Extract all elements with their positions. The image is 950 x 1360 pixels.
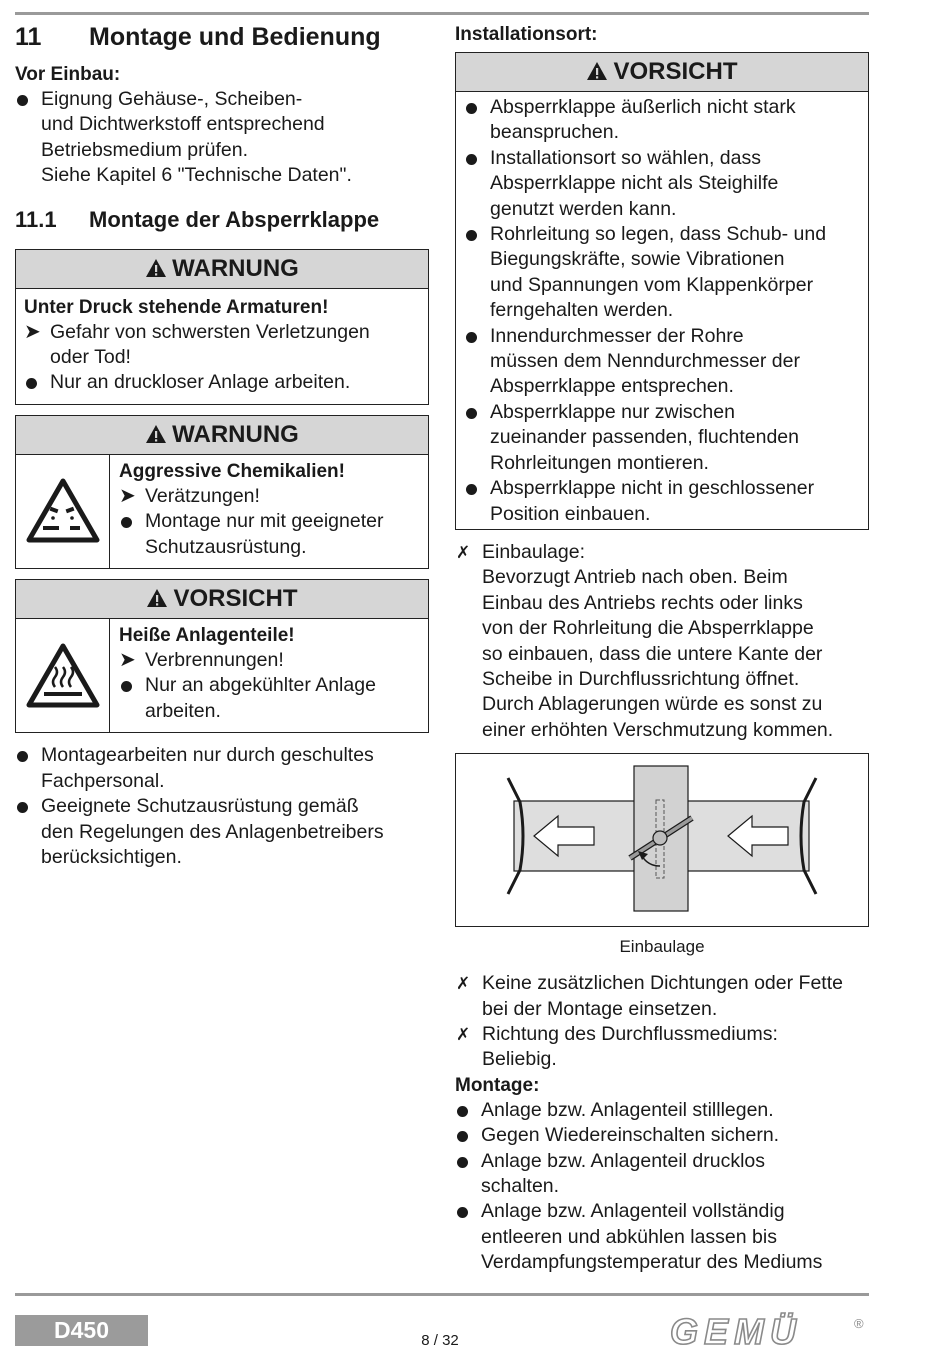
- caution-header: [456, 53, 868, 92]
- caution-body: [456, 92, 868, 529]
- figure-caption: Einbaulage: [619, 937, 705, 957]
- bullet-icon: [455, 1098, 481, 1123]
- before-install-text: Eignung Gehäuse-, Scheiben- und Dichtwerkstoff entsprechend Betriebsmedium prüfen. Siehe Kapitel 6 "Technische Daten".: [41, 88, 352, 187]
- gemu-logo-mark: [668, 1312, 868, 1352]
- list-item: [455, 1098, 869, 1123]
- cross-icon: ✗: [456, 1024, 471, 1044]
- montage-item: Anlage bzw. Anlagenteil drucklos schalten.: [481, 1149, 766, 1197]
- einbaulage-text: Einbaulage: Bevorzugt Antrieb nach oben. Beim Einbau des Antriebs rechts oder links von der Rohrleitung die Absperrklappe so einbauen, dass die untere Kante der Scheibe in Durchflussrichtung öffnet. Durch Ablagerungen würde es sonst zu einer erhöhten Verschmutzung kommen.: [482, 540, 834, 741]
- bullet-icon: [455, 1123, 481, 1148]
- list-item: [464, 324, 860, 400]
- cross-icon: ✗: [456, 542, 471, 562]
- warning-title: Aggressive Chemikalien!: [119, 460, 345, 482]
- chapter-title: Montage und Bedienung: [89, 23, 381, 51]
- bullet-icon: [464, 324, 490, 400]
- caution-action: Nur an abgekühlter Anlage arbeiten.: [145, 674, 376, 722]
- bullet-icon: [15, 87, 41, 189]
- list-item: [119, 509, 420, 560]
- warning-title: Unter Druck stehende Armaturen!: [24, 296, 329, 318]
- list-item: [455, 1022, 869, 1073]
- bullet-icon: [119, 673, 145, 724]
- registered-mark: ®: [854, 1316, 864, 1331]
- caution-box-install: [455, 52, 869, 530]
- warning-triangle-icon: [146, 588, 168, 608]
- product-badge: D450: [15, 1315, 148, 1346]
- warning-action: Nur an druckloser Anlage arbeiten.: [50, 371, 351, 394]
- bullet-text: Montagearbeiten nur durch geschultes Fachpersonal.: [41, 744, 374, 792]
- top-rule: [15, 12, 869, 15]
- montage-title: Montage:: [455, 1074, 540, 1096]
- warning-consequence: Verätzungen!: [145, 484, 260, 507]
- warning-triangle-icon: [145, 258, 167, 278]
- caution-title: Heiße Anlagenteile!: [119, 625, 295, 647]
- warning-box-pressure: [15, 249, 429, 405]
- caution-body: [110, 619, 428, 732]
- installation-figure: [455, 753, 869, 927]
- icon-cell: [16, 455, 110, 568]
- footer-rule: [15, 1293, 869, 1296]
- montage-item: Gegen Wiedereinschalten sichern.: [481, 1124, 780, 1147]
- caution-header-label: VORSICHT: [613, 58, 738, 85]
- bullet-icon: [464, 476, 490, 527]
- list-item: [464, 400, 860, 476]
- bullet-icon: [455, 1199, 481, 1275]
- warning-box-chemicals: [15, 415, 429, 569]
- list-item: [15, 87, 429, 189]
- caution-header: [16, 580, 428, 619]
- note-text: Keine zusätzlichen Dichtungen oder Fette bei der Montage einsetzen.: [482, 972, 843, 1020]
- list-item: [455, 1123, 869, 1148]
- warning-action: Montage nur mit geeigneter Schutzausrüstung.: [145, 510, 384, 558]
- section-title: Montage der Absperrklappe: [89, 206, 380, 232]
- right-column: [455, 22, 869, 1276]
- warning-body: [16, 289, 428, 404]
- bullet-icon: [464, 222, 490, 324]
- bullet-text: Geeignete Schutzausrüstung gemäß den Regelungen des Anlagenbetreibers berücksichtigen.: [41, 795, 384, 868]
- warning-body: [110, 455, 428, 568]
- caution-header-label: VORSICHT: [173, 585, 298, 613]
- left-column: [15, 22, 429, 870]
- montage-item: Anlage bzw. Anlagenteil vollständig entleeren und abkühlen lassen bis Verdampfungstemperatur des Mediums: [481, 1200, 823, 1274]
- caution-item: Absperrklappe äußerlich nicht stark beanspruchen.: [490, 96, 796, 144]
- list-item: [455, 1199, 869, 1275]
- bullet-icon: [455, 1149, 481, 1200]
- warning-header: [16, 416, 428, 455]
- list-item: [119, 648, 420, 673]
- list-item: [119, 673, 420, 724]
- list-item: [455, 971, 869, 1022]
- chapter-number: 11: [15, 23, 42, 51]
- cross-icon: ✗: [456, 974, 471, 994]
- chapter-heading: [15, 22, 429, 52]
- bullet-icon: [464, 95, 490, 146]
- list-item: [15, 743, 429, 794]
- caution-item: Installationsort so wählen, dass Absperrklappe nicht als Steighilfe genutzt werden kann.: [490, 146, 779, 220]
- list-item: [15, 794, 429, 870]
- hot-surface-icon: [26, 643, 100, 709]
- list-item: [119, 484, 420, 509]
- icon-cell: [16, 619, 110, 732]
- list-item: [24, 320, 420, 371]
- warning-consequence: Gefahr von schwersten Verletzungen oder Tod!: [50, 320, 370, 369]
- note-text: Richtung des Durchflussmediums: Beliebig.: [482, 1022, 778, 1071]
- list-item: [455, 1149, 869, 1200]
- list-item: [464, 146, 860, 222]
- list-item: [464, 476, 860, 527]
- caution-box-hot-parts: [15, 579, 429, 733]
- list-item: [24, 370, 420, 395]
- bullet-icon: [119, 509, 145, 560]
- list-item: [464, 222, 860, 324]
- page-number: 8 / 32: [421, 1332, 459, 1349]
- warning-triangle-icon: [586, 61, 608, 81]
- list-item: [464, 95, 860, 146]
- bullet-icon: [15, 794, 41, 870]
- install-location-title: Installationsort:: [455, 24, 598, 45]
- warning-header: [16, 250, 428, 289]
- caution-item: Rohrleitung so legen, dass Schub- und Biegungskräfte, sowie Vibrationen und Spannungen vom Klappenkörper ferngehalten werden.: [490, 223, 827, 322]
- butterfly-valve-diagram: [456, 754, 867, 924]
- caution-item: Absperrklappe nur zwischen zueinander passenden, fluchtenden Rohrleitungen montieren.: [490, 400, 799, 474]
- arrow-icon: ➤: [119, 484, 136, 507]
- caution-item: Absperrklappe nicht in geschlossener Position einbauen.: [490, 477, 815, 525]
- gemu-logo: [668, 1312, 868, 1357]
- warning-header-label: WARNUNG: [172, 254, 299, 282]
- bullet-icon: [464, 400, 490, 476]
- section-number: 11.1: [15, 206, 57, 232]
- list-item: [455, 540, 869, 743]
- warning-header-label: WARNUNG: [172, 420, 299, 448]
- logo-text: GEMÜ: [670, 1312, 802, 1352]
- bullet-icon: [24, 370, 50, 395]
- caution-consequence: Verbrennungen!: [145, 649, 284, 672]
- arrow-icon: ➤: [119, 649, 136, 672]
- arrow-icon: ➤: [24, 320, 41, 343]
- caution-item: Innendurchmesser der Rohre müssen dem Nenndurchmesser der Absperrklappe entsprechen.: [490, 324, 800, 398]
- before-install-title: Vor Einbau:: [15, 64, 121, 85]
- corrosive-hazard-icon: [26, 478, 100, 544]
- bullet-icon: [15, 743, 41, 794]
- section-heading: [15, 207, 429, 233]
- bullet-icon: [464, 146, 490, 222]
- warning-triangle-icon: [145, 424, 167, 444]
- montage-item: Anlage bzw. Anlagenteil stilllegen.: [481, 1098, 774, 1121]
